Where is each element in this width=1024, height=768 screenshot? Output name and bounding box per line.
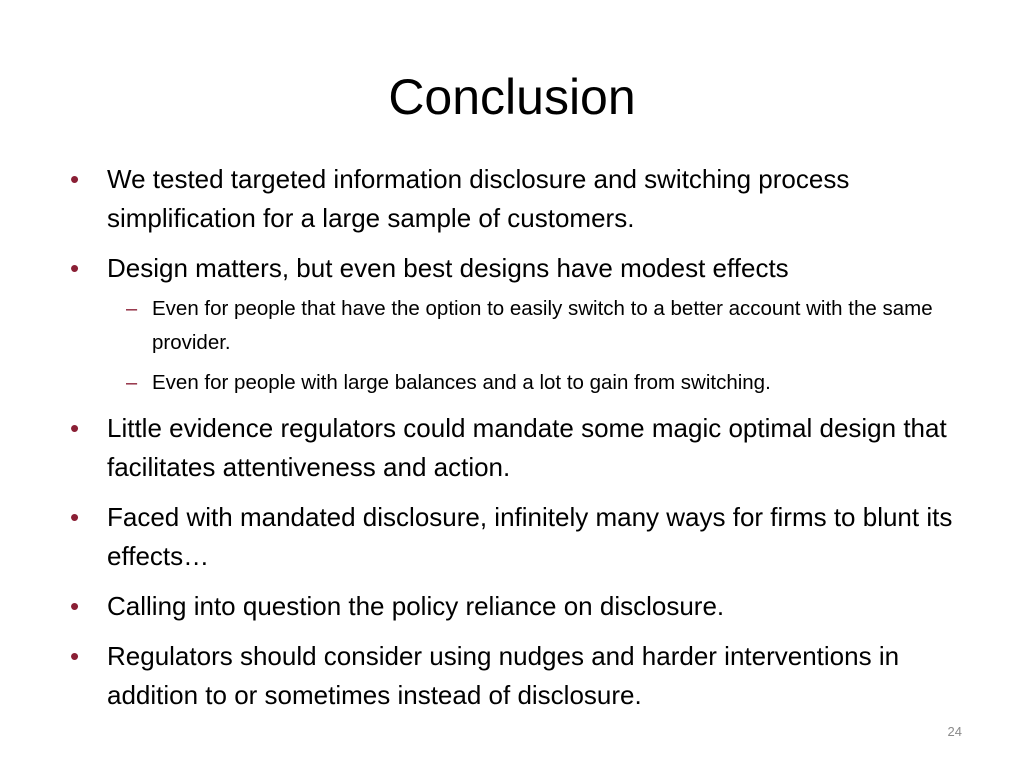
bullet-item [0, 249, 1024, 288]
bullet-list [0, 160, 1024, 726]
sub-bullet-text: Even for people with large balances and a lot to gain from switching. [152, 371, 771, 394]
bullet-text: Faced with mandated disclosure, infinitely many ways for firms to blunt its effects… [107, 502, 953, 571]
bullet-item [0, 637, 1024, 715]
bullet-text: Calling into question the policy reliance on disclosure. [107, 591, 725, 621]
slide-title: Conclusion [388, 69, 636, 125]
bullet-item [0, 160, 1024, 238]
bullet-text: Little evidence regulators could mandate some magic optimal design that facilitates attentiveness and action. [107, 413, 947, 482]
bullet-text: Design matters, but even best designs have modest effects [107, 253, 789, 283]
bullet-item [0, 498, 1024, 576]
bullet-marker: • [70, 502, 80, 532]
bullet-marker: • [70, 253, 80, 283]
bullet-item [0, 409, 1024, 487]
bullet-marker: • [70, 591, 80, 621]
bullet-text: We tested targeted information disclosure and switching process simplification for a large sample of customers. [107, 164, 850, 233]
bullet-text: Regulators should consider using nudges and harder interventions in addition to or sometimes instead of disclosure. [107, 641, 900, 710]
sub-bullet-item [0, 292, 1024, 360]
bullet-marker: • [70, 413, 80, 443]
sub-bullet-item [0, 366, 1024, 400]
bullet-marker: • [70, 641, 80, 671]
bullet-marker: • [70, 164, 80, 194]
sub-bullet-text: Even for people that have the option to easily switch to a better account with the same provider. [152, 297, 933, 354]
page-number: 24 [947, 724, 962, 739]
sub-bullet-marker: – [126, 372, 138, 394]
bullet-item [0, 587, 1024, 626]
sub-bullet-marker: – [126, 298, 138, 320]
